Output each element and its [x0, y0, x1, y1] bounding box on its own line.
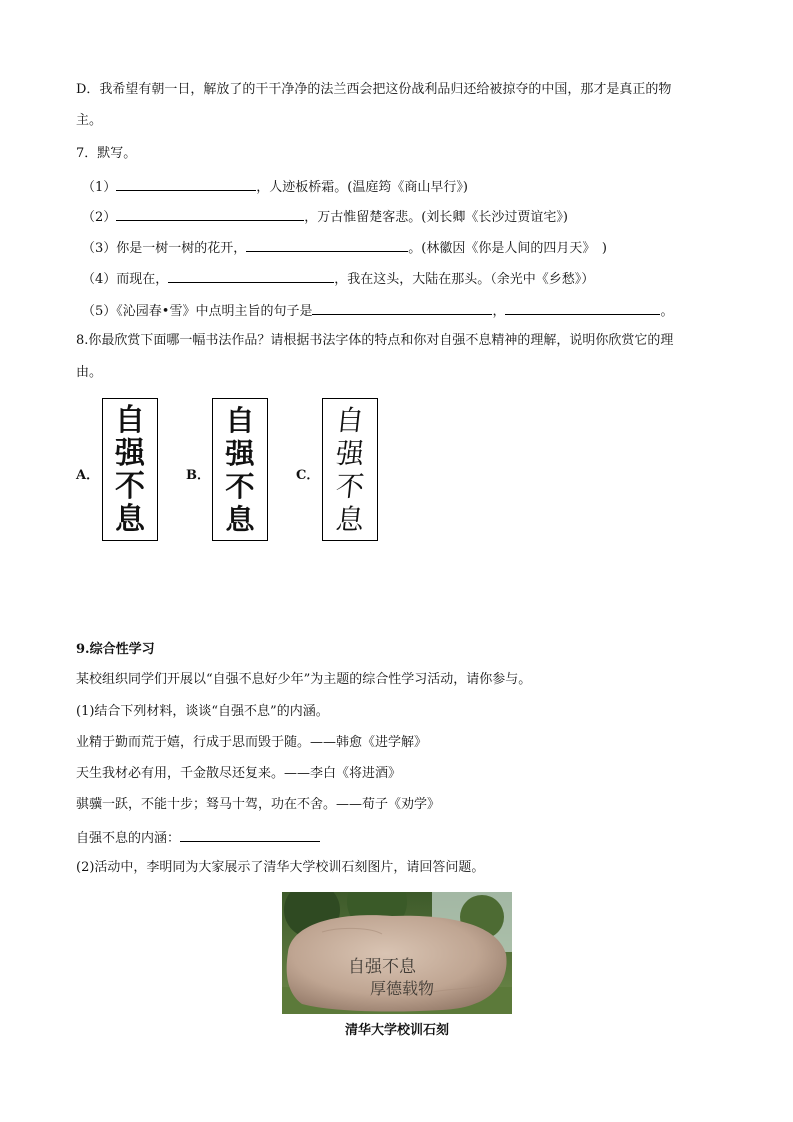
q8-line1: 8.你最欣赏下面哪一幅书法作品？请根据书法字体的特点和你对自强不息精神的理解，说明你欣赏它的理	[76, 333, 674, 348]
calligraphy-char: 息	[225, 502, 255, 536]
q7-item-2-blank[interactable]	[116, 206, 304, 221]
q8-option-b-calligraphy	[212, 398, 268, 541]
q8-option-b-label: B．	[186, 468, 210, 483]
q8-option-c-calligraphy	[322, 398, 378, 541]
calligraphy-char: 息	[334, 502, 366, 536]
calligraphy-char: 自	[334, 403, 366, 437]
q7-item-3-after: 。(林徽因《你是人间的四月天》 )	[408, 241, 607, 256]
q7-item-1-num: （1）	[82, 180, 117, 195]
calligraphy-char: 不	[334, 469, 366, 503]
calligraphy-char: 不	[225, 469, 255, 503]
q7-item-4	[82, 268, 594, 290]
q7-item-4-num: （4）	[82, 272, 117, 287]
q7-item-5	[82, 300, 673, 322]
q7-item-1-blank[interactable]	[116, 176, 256, 191]
q9-answer-row	[76, 827, 320, 849]
tsinghua-stone-photo	[282, 892, 512, 1014]
q9-quote-hanyu: 业精于勤而荒于嬉，行成于思而毁于随。——韩愈《进学解》	[76, 735, 428, 750]
q9-answer-blank[interactable]	[180, 827, 320, 842]
q7-item-2-num: （2）	[82, 210, 117, 225]
q7-item-3-num: （3）	[82, 241, 117, 256]
calligraphy-char: 自	[225, 403, 255, 437]
q9-answer-label: 自强不息的内涵：	[76, 831, 181, 846]
q8-option-a-calligraphy	[102, 398, 158, 541]
q7-item-1-after: ，人迹板桥霜。(温庭筠《商山早行》)	[256, 180, 468, 195]
q7-title: 7．默写。	[76, 146, 137, 161]
calligraphy-char: 强	[334, 436, 366, 470]
q7-item-3	[82, 237, 607, 259]
q6-option-d-line1: D．我希望有朝一日，解放了的干干净净的法兰西会把这份战利品归还给被掠夺的中国，那才是真正的物	[76, 82, 672, 97]
stone-motto-line1: 自强不息	[348, 957, 416, 977]
q8-option-a-label: A．	[76, 468, 100, 483]
q7-item-5-after: 。	[660, 304, 674, 319]
q7-item-5-blank-1[interactable]	[312, 300, 492, 315]
q9-part2-prompt: (2)活动中，李明同为大家展示了清华大学校训石刻图片，请回答问题。	[76, 860, 485, 875]
q7-item-5-before: 《沁园春•雪》中点明主旨的句子是	[116, 304, 313, 319]
q8-line2: 由。	[76, 365, 103, 380]
q7-item-3-before: 你是一树一树的花开，	[116, 241, 247, 256]
calligraphy-char: 不	[115, 468, 145, 504]
q7-item-2	[82, 206, 568, 228]
calligraphy-char: 强	[225, 436, 255, 470]
q7-item-4-before: 而现在，	[116, 272, 169, 287]
q9-intro: 某校组织同学们开展以“自强不息好少年”为主题的综合性学习活动，请你参与。	[76, 672, 532, 687]
q6-option-d-line2: 主。	[76, 113, 103, 128]
q9-part1-prompt: (1)结合下列材料，谈谈“自强不息”的内涵。	[76, 704, 329, 719]
stone-motto-line2: 厚德载物	[369, 979, 435, 998]
q7-item-2-after: ，万古惟留楚客悲。(刘长卿《长沙过贾谊宅》)	[304, 210, 568, 225]
q7-item-4-blank[interactable]	[168, 268, 334, 283]
q9-quote-xunzi: 骐骥一跃，不能十步；驽马十驾，功在不舍。——荀子《劝学》	[76, 797, 441, 812]
calligraphy-char: 自	[115, 402, 145, 438]
q9-quote-libai: 天生我材必有用，千金散尽还复来。——李白《将进酒》	[76, 766, 402, 781]
calligraphy-char: 强	[115, 435, 145, 471]
q8-option-c-label: C．	[296, 468, 320, 483]
q9-title: 9.综合性学习	[76, 642, 155, 657]
q7-item-4-after: ，我在这头，大陆在那头。（余光中《乡愁》）	[334, 272, 595, 287]
photo-caption: 清华大学校训石刻	[344, 1023, 449, 1038]
q7-item-5-mid: ，	[492, 304, 506, 319]
q7-item-5-blank-2[interactable]	[505, 300, 660, 315]
q7-item-1	[82, 176, 468, 198]
q7-item-5-num: （5）	[82, 304, 117, 319]
q7-item-3-blank[interactable]	[246, 237, 408, 252]
calligraphy-char: 息	[115, 501, 145, 537]
